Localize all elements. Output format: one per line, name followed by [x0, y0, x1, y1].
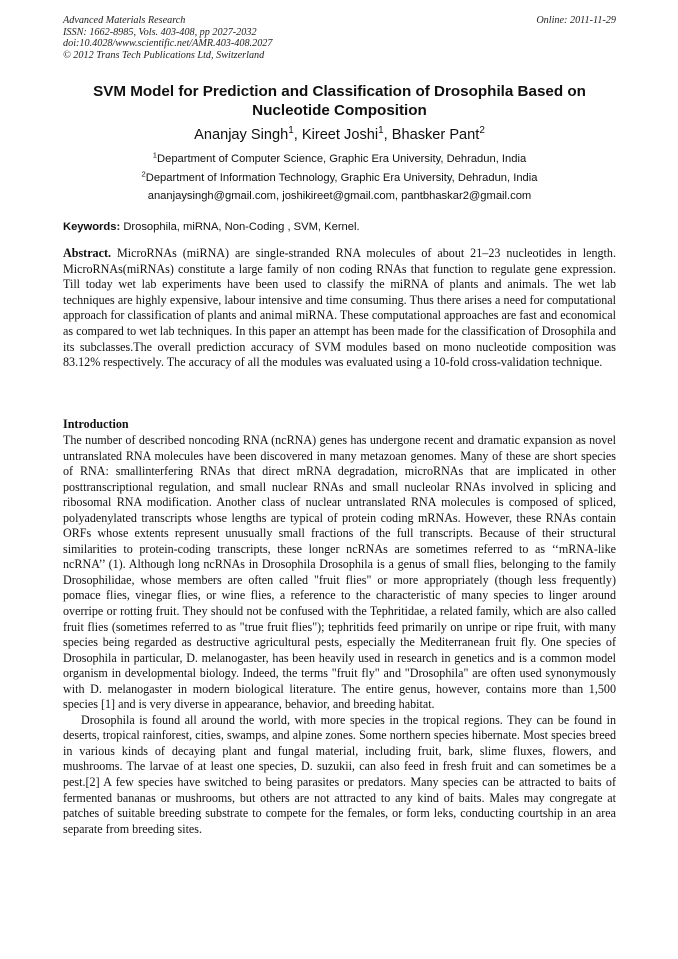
- abstract: [63, 246, 616, 371]
- affiliation-1: [63, 152, 616, 166]
- copyright-line: © 2012 Trans Tech Publications Ltd, Switzerland: [63, 49, 265, 61]
- affiliation-2: [63, 171, 616, 185]
- keywords-text: Drosophila, miRNA, Non-Coding , SVM, Kernel.: [123, 221, 360, 233]
- paper-title: SVM Model for Prediction and Classification of Drosophila Based on Nucleotide Composition: [93, 83, 586, 119]
- affiliation-text: Department of Computer Science, Graphic Era University, Dehradun, India: [157, 153, 527, 165]
- issn-line: ISSN: 1662-8985, Vols. 403-408, pp 2027-2032: [63, 26, 257, 38]
- paragraph: The number of described noncoding RNA (ncRNA) genes has undergone recent and dramatic expansion as novel untranslated RNA molecules have been discovered in many metazoan genomes. Many of these are short species of RNA: smallinterfering RNAs that direct mRNA degradation, microRNAs that are implicated in other posttranscriptional regulation, and small nuclear RNAs and small nucleolar RNAs involved in splicing and ribosomal RNA modification. Another class of nuclear untranslated RNA molecules is composed of spliced, polyadenylated transcripts whose lengths are typical of protein coding mRNAs. However, these RNAs contain ORFs whose extents represent unusually small fractions of the full transcripts. Because of their structural similarities to protein-coding transcripts, these longer ncRNAs are sometimes referred to as ‘‘mRNA-like ncRNA’’ (1). Although long ncRNAs in Drosophila Drosophila is a genus of small flies, belonging to the family Drosophilidae, whose members are often called "fruit flies" or more appropriately (though less frequently) pomace flies, vinegar flies, or wine flies, a reference to the characteristic of many species to linger around overripe or rotting fruit. They should not be confused with the Tephritidae, a related family, which are also called fruit flies (sometimes referred to as "true fruit flies"); tephritids feed primarily on unripe or ripe fruit, with many species being regarded as destructive agricultural pests, especially the Mediterranean fruit fly. One species of Drosophila in particular, D. melanogaster, has been heavily used in research in genetics and is a common model organism in developmental biology. Indeed, the terms "fruit fly" and "Drosophila" are often used synonymously with D. melanogaster in modern biological literature. The entire genus, however, contains more than 1,500 species [1] and is very diverse in appearance, behavior, and breeding habitat.: [63, 433, 616, 712]
- affiliation-mark: 1: [152, 150, 158, 160]
- keywords-label: Keywords:: [63, 221, 121, 233]
- author-list: [63, 126, 616, 144]
- author-affiliation-mark: 2: [479, 125, 485, 137]
- abstract-text: MicroRNAs (miRNA) are single-stranded RNA molecules of about 21–23 nucleotides in length. MicroRNAs(miRNAs) constitute a large family of non coding RNAs that function to regulate gene expression. Till today wet lab experiments have been used to classify the miRNA of plants and animals. The wet lab techniques are highly expensive, labour intensive and time consuming. Thus there arises a need for computational approach for classification of plants and animal miRNA. These computational approaches are fast and economical as compared to wet lab techniques. In this paper an attempt has been made for the classification of Drosophila and its subclasses.The overall prediction accuracy of SVM modules based on mono nucleotide composition was 83.12% respectively. The accuracy of all the modules was evaluated using a 10-fold cross-validation technique.: [63, 246, 616, 370]
- section-heading-introduction: Introduction: [63, 417, 129, 431]
- affiliation-mark: 2: [141, 169, 146, 179]
- journal-header: [63, 15, 616, 61]
- author-separator: ,: [293, 127, 302, 143]
- author-name: Kireet Joshi: [301, 127, 379, 143]
- keywords: [63, 220, 616, 234]
- paragraph: Drosophila is found all around the world, with more species in the tropical regions. They can be found in deserts, tropical rainforest, cities, swamps, and alpine zones. Some northern species hibernate. Most species breed in various kinds of decaying plant and fungal material, including fruit, bark, slime fluxes, flowers, and mushrooms. The larvae of at least one species, D. suzukii, can also feed in fresh fruit and can sometimes be a pest.[2] A few species have switched to being parasites or predators. Many species can be attracted to baits of fermented bananas or mushrooms, but others are not attracted to any kind of baits. Males may congregate at patches of suitable breeding substrate to compete for the females, or form leks, conducting courtship in an area separate from breeding sites.: [63, 712, 616, 836]
- journal-name: Advanced Materials Research: [63, 15, 186, 26]
- affiliation-text: Department of Information Technology, Graphic Era University, Dehradun, India: [145, 172, 538, 184]
- online-date: Online: 2011-11-29: [536, 15, 616, 26]
- author-affiliation-mark: 1: [288, 125, 294, 137]
- doi-line: doi:10.4028/www.scientific.net/AMR.403-408.2027: [63, 38, 273, 50]
- author-name: Bhasker Pant: [391, 127, 480, 143]
- author-separator: ,: [383, 127, 392, 143]
- author-affiliation-mark: 1: [378, 125, 384, 137]
- author-emails: ananjaysingh@gmail.com, joshikireet@gmail.com, pantbhaskar2@gmail.com: [147, 190, 532, 202]
- author-name: Ananjay Singh: [194, 127, 289, 143]
- introduction-body: [63, 433, 616, 837]
- abstract-label: Abstract.: [63, 246, 112, 260]
